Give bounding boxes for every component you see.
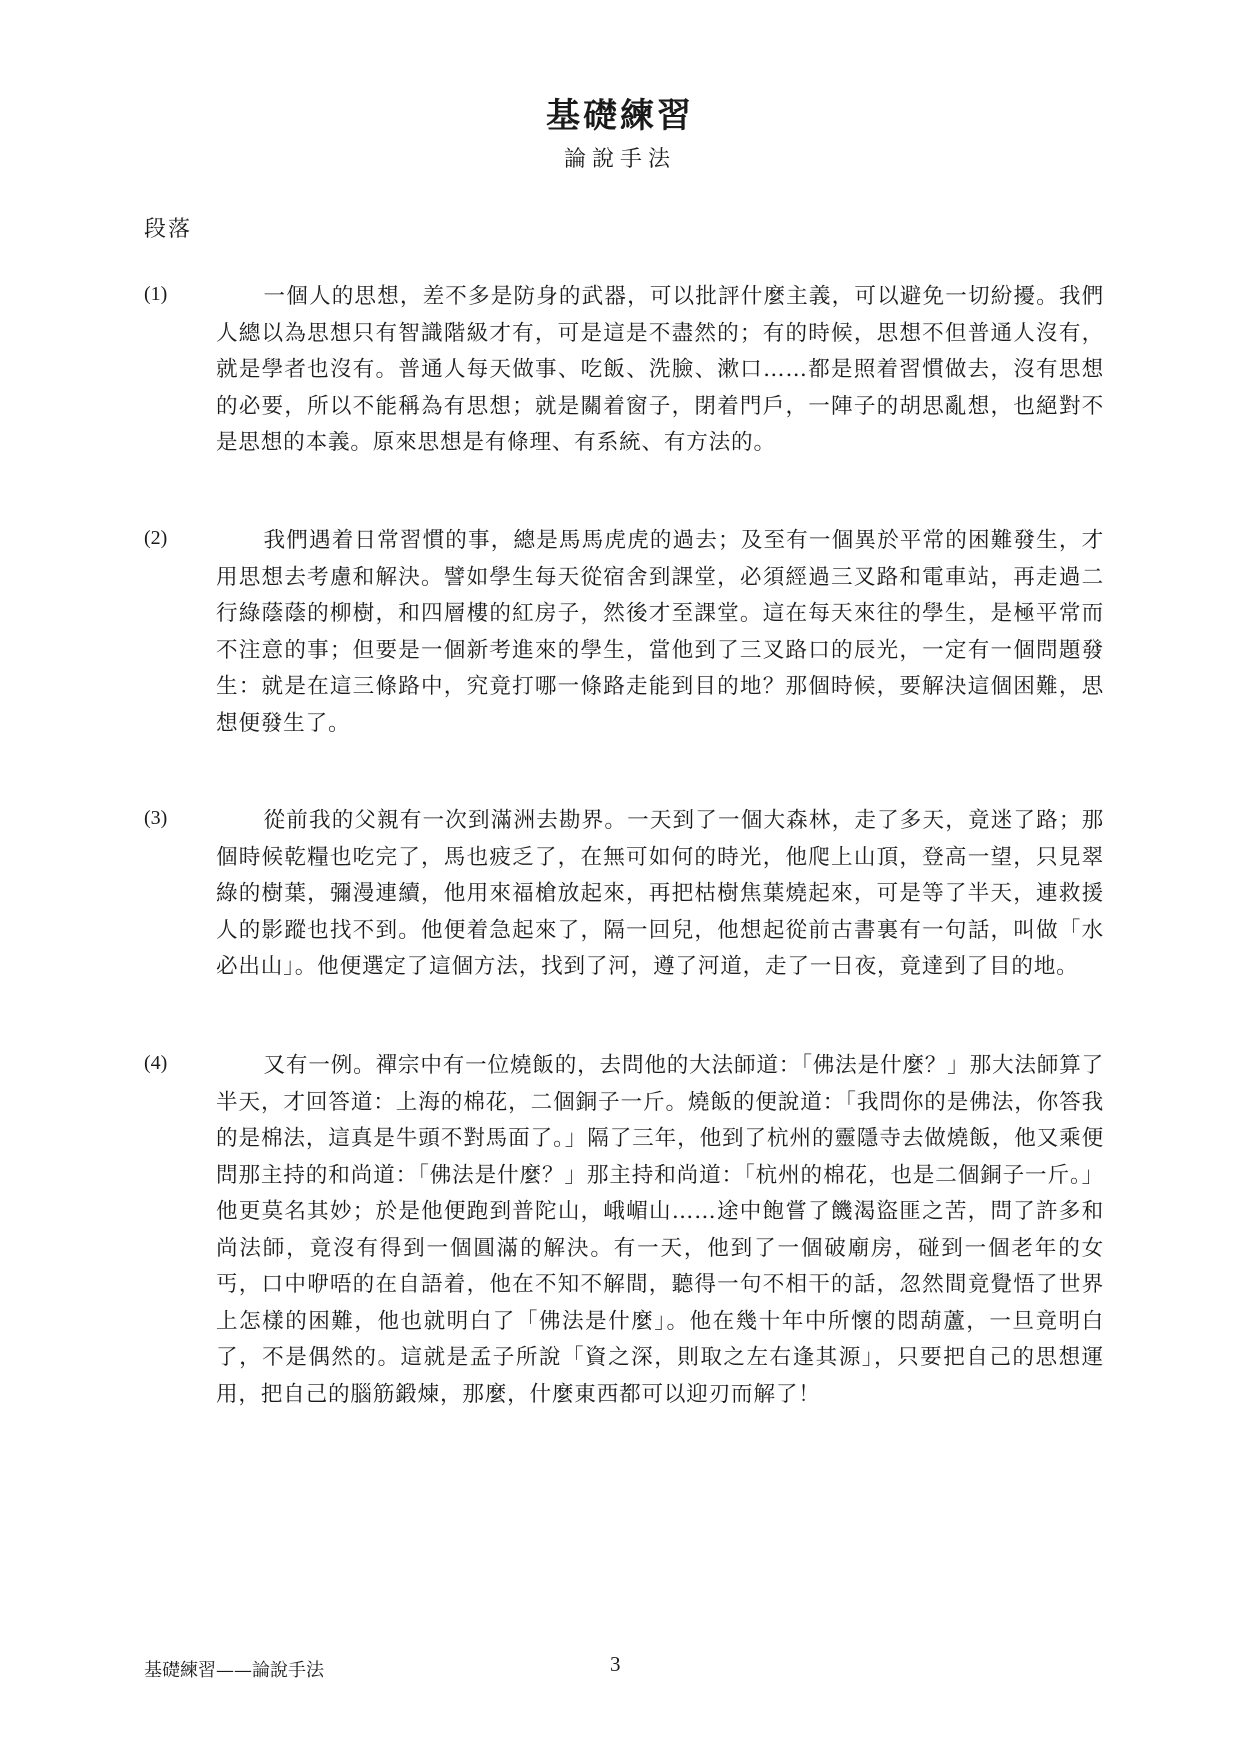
paragraph-number: (1)	[144, 283, 168, 305]
footer-running-title: 基礎練習——論說手法	[144, 1660, 324, 1681]
page-title: 基礎練習	[546, 96, 694, 136]
paragraph-text: 從前我的父親有一次到滿洲去勘界。一天到了一個大森林，走了多天，竟迷了路；那個時候乾糧也吃完了，馬也疲乏了，在無可如何的時光，他爬上山頂，登高一望，只見翠綠的樹葉，彌漫連續，他用來福槍放起來，再把枯樹焦葉燒起來，可是等了半天，連救援人的影蹤也找不到。他便着急起來了，隔一回兒，他想起從前古書裏有一句話，叫做「水必出山」。他便選定了這個方法，找到了河，遵了河道，走了一日夜，竟達到了目的地。	[216, 808, 1104, 979]
paragraph-number: (3)	[144, 807, 168, 829]
paragraph-text: 我們遇着日常習慣的事，總是馬馬虎虎的過去；及至有一個異於平常的困難發生，才用思想去考慮和解決。譬如學生每天從宿舍到課堂，必須經過三叉路和電車站，再走過二行綠蔭蔭的柳樹，和四層樓的紅房子，然後才至課堂。這在每天來往的學生，是極平常而不注意的事；但要是一個新考進來的學生，當他到了三叉路口的辰光，一定有一個問題發生：就是在這三條路中，究竟打哪一條路走能到目的地？那個時候，要解決這個困難，思想便發生了。	[216, 528, 1104, 736]
paragraph-number: (2)	[144, 527, 168, 549]
paragraph-text: 又有一例。禪宗中有一位燒飯的，去問他的大法師道：「佛法是什麼？」那大法師算了半天，才回答道：上海的棉花，二個銅子一斤。燒飯的便說道：「我問你的是佛法，你答我的是棉法，這真是牛頭不對馬面了。」隔了三年，他到了杭州的靈隱寺去做燒飯，他又乘便問那主持的和尚道：「佛法是什麼？」那主持和尚道：「杭州的棉花，也是二個銅子一斤。」他更莫名其妙；於是他便跑到普陀山，峨嵋山……途中飽嘗了饑渴盜匪之苦，問了許多和尚法師，竟沒有得到一個圓滿的解決。有一天，他到了一個破廟房，碰到一個老年的女丐，口中咿唔的在自語着，他在不知不解間，聽得一句不相干的話，忽然間竟覺悟了世界上怎樣的困難，他也就明白了「佛法是什麼」。他在幾十年中所懷的悶葫蘆，一旦竟明白了，不是偶然的。這就是孟子所說「資之深，則取之左右逢其源」，只要把自己的思想運用，把自己的腦筋鍛煉，那麼，什麼東西都可以迎刃而解了！	[216, 1053, 1104, 1407]
page-number: 3	[610, 1652, 621, 1676]
page-subtitle: 論說手法	[563, 147, 676, 172]
section-label: 段落	[144, 217, 193, 242]
paragraph-number: (4)	[144, 1052, 168, 1074]
paragraph-text: 一個人的思想，差不多是防身的武器，可以批評什麼主義，可以避免一切紛擾。我們人總以為思想只有智識階級才有，可是這是不盡然的；有的時候，思想不但普通人沒有，就是學者也沒有。普通人每天做事、吃飯、洗臉、漱口……都是照着習慣做去，沒有思想的必要，所以不能稱為有思想；就是關着窗子，閉着門戶，一陣子的胡思亂想，也絕對不是思想的本義。原來思想是有條理、有系統、有方法的。	[216, 284, 1104, 455]
